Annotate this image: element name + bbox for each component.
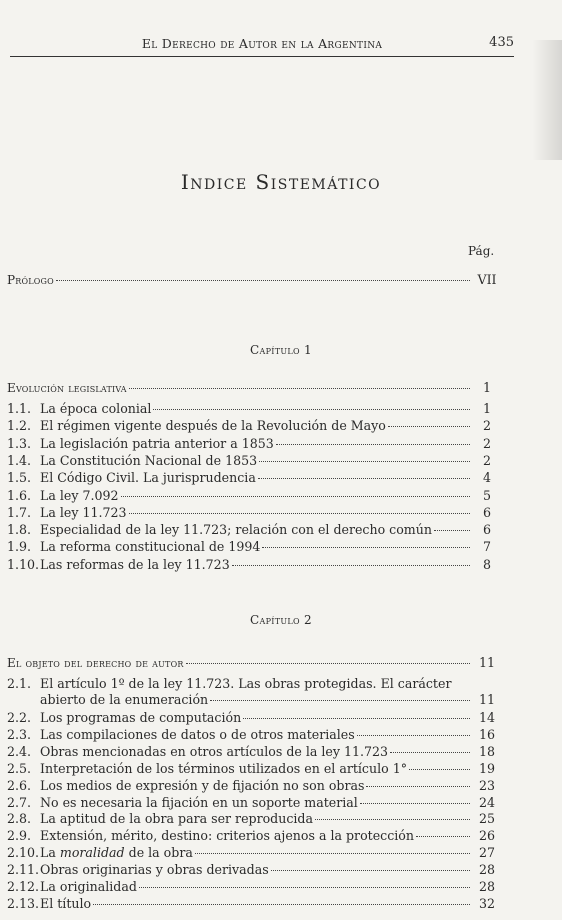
toc-entry[interactable] <box>7 879 500 894</box>
toc-entry-number: 2.10. <box>7 845 40 860</box>
toc-entry-label: El objeto del derecho de autor <box>7 656 184 670</box>
toc-entry-text: El título <box>40 896 92 911</box>
dot-leader <box>416 835 470 837</box>
dot-leader <box>271 869 470 871</box>
toc-entry-page: 28 <box>478 862 496 877</box>
dot-leader <box>56 279 470 281</box>
running-title: El Derecho de Autor en la Argentina <box>141 36 383 51</box>
toc-entry-page: VII <box>477 272 497 287</box>
toc-entry-2-10[interactable] <box>7 845 500 860</box>
toc-entry-page: 2 <box>482 435 491 451</box>
toc-entry-text: La ley 11.723 <box>40 504 127 520</box>
toc-entry-prologue[interactable] <box>7 272 500 288</box>
toc-entry-number: 1.5. <box>7 470 32 486</box>
toc-entry-page: 1 <box>482 380 491 395</box>
emphasized-word: moralidad <box>59 845 125 860</box>
toc-entry-text: abierto de la enumeración <box>40 692 209 707</box>
dot-leader <box>388 425 470 427</box>
dot-leader <box>315 818 470 820</box>
dot-leader <box>390 751 470 753</box>
toc-entry-text: El artículo 1º de la ley 11.723. Las obras protegidas. El carácter <box>40 676 452 691</box>
toc-entry-text: La legislación patria anterior a 1853 <box>40 435 274 451</box>
toc-entry-text: Obras originarias y obras derivadas <box>40 862 269 877</box>
dot-leader <box>121 495 470 497</box>
toc-entry-number: 1.9. <box>7 539 32 555</box>
toc-entry-text: Las compilaciones de datos o de otros materiales <box>40 726 355 742</box>
toc-entry[interactable] <box>7 828 500 843</box>
toc-entry-page: 24 <box>478 794 496 810</box>
toc-entry-text: Interpretación de los términos utilizados en el artículo 1° <box>40 760 408 776</box>
dot-leader <box>139 886 470 888</box>
toc-entry-number: 1.6. <box>7 487 32 503</box>
toc-entry[interactable] <box>7 710 500 725</box>
toc-entry[interactable] <box>7 811 500 826</box>
toc-entry[interactable] <box>7 488 500 503</box>
toc-entry-page: 5 <box>482 487 491 503</box>
toc-entry[interactable] <box>7 453 500 468</box>
dot-leader <box>243 717 470 719</box>
toc-entry-label: Evolución legislativa <box>7 381 127 395</box>
toc-entry[interactable] <box>7 761 500 776</box>
page-header <box>10 34 514 57</box>
toc-section-chapter1[interactable] <box>7 380 500 396</box>
toc-entry-page: 27 <box>478 845 496 860</box>
toc-entry-text: Las reformas de la ley 11.723 <box>40 556 230 572</box>
toc-entry-text: La moralidad de la obra <box>40 845 193 860</box>
toc-entry-number: 1.2. <box>7 418 32 434</box>
toc-entry-number: 2.8. <box>7 811 32 827</box>
toc-entry-text: Los medios de expresión y de fijación no son obras <box>40 777 365 793</box>
toc-entry-page: 2 <box>482 452 491 468</box>
toc-entry-number: 1.3. <box>7 435 32 451</box>
toc-entry-number: 1.10. <box>7 556 40 572</box>
page-number: 435 <box>489 35 514 50</box>
toc-entry-page: 26 <box>478 828 496 844</box>
toc-entry-page: 18 <box>478 743 496 759</box>
toc-entry-page: 11 <box>478 692 496 707</box>
toc-entry-text: Especialidad de la ley 11.723; relación con el derecho común <box>40 522 432 538</box>
toc-entry-page: 28 <box>478 879 496 894</box>
toc-entry-text: El Código Civil. La jurisprudencia <box>40 470 256 486</box>
toc-entry-page: 11 <box>478 655 496 670</box>
toc-entry[interactable] <box>7 727 500 742</box>
toc-entry-text: El régimen vigente después de la Revolución de Mayo <box>40 418 386 434</box>
toc-entry[interactable] <box>7 795 500 810</box>
toc-entry-page: 6 <box>482 522 491 538</box>
toc-entry-number: 2.13. <box>7 896 40 911</box>
toc-entry-text: Extensión, mérito, destino: criterios ajenos a la protección <box>40 828 414 844</box>
page-edge-shadow <box>532 40 562 160</box>
toc-entry-number: 2.9. <box>7 828 32 844</box>
toc-entry-page: 6 <box>482 504 491 520</box>
toc-entry[interactable] <box>7 778 500 793</box>
dot-leader <box>129 512 470 514</box>
dot-leader <box>210 699 470 701</box>
toc-entry-number: 2.5. <box>7 760 32 776</box>
toc-entry-text: La reforma constitucional de 1994 <box>40 539 261 555</box>
toc-entry[interactable] <box>7 401 500 416</box>
toc-entry[interactable] <box>7 418 500 433</box>
toc-entry-page: 25 <box>478 811 496 827</box>
toc-entry-text: La época colonial <box>40 401 152 416</box>
toc-entry-text: La Constitución Nacional de 1853 <box>40 452 258 468</box>
toc-entry[interactable] <box>7 505 500 520</box>
dot-leader <box>276 443 470 445</box>
toc-entry-page: 1 <box>482 401 491 416</box>
toc-entry-number: 2.2. <box>7 710 32 725</box>
dot-leader <box>195 852 470 854</box>
toc-entry-page: 19 <box>478 760 496 776</box>
dot-leader <box>366 785 470 787</box>
toc-entry-number: 2.3. <box>7 726 32 742</box>
toc-entry-page: 14 <box>478 710 496 725</box>
toc-entry[interactable] <box>7 862 500 877</box>
toc-entry-2-1-line1[interactable] <box>7 676 500 691</box>
toc-entry[interactable] <box>7 539 500 554</box>
toc-entry-text: La ley 7.092 <box>40 487 119 503</box>
toc-entry[interactable] <box>7 470 500 485</box>
toc-entry-number: 1.4. <box>7 452 32 468</box>
dot-leader <box>262 546 470 548</box>
toc-entry-number: 2.11. <box>7 862 40 877</box>
toc-entry-number: 2.1. <box>7 676 32 691</box>
dot-leader <box>232 564 470 566</box>
dot-leader <box>129 387 470 389</box>
toc-entry-number: 1.8. <box>7 522 32 538</box>
dot-leader <box>153 408 470 410</box>
toc-entry-label: Prólogo <box>7 273 54 287</box>
toc-entry[interactable] <box>7 744 500 759</box>
toc-entry[interactable] <box>7 522 500 537</box>
toc-entry-number: 2.12. <box>7 879 40 894</box>
toc-entry-page: 7 <box>482 539 491 555</box>
index-title: Indice Sistemático <box>180 170 382 194</box>
toc-entry-page: 4 <box>482 470 491 486</box>
dot-leader <box>93 903 470 905</box>
dot-leader <box>357 734 470 736</box>
chapter-heading-1: Capítulo 1 <box>250 343 312 357</box>
toc-entry[interactable] <box>7 436 500 451</box>
toc-entry-page: 8 <box>482 556 491 572</box>
dot-leader <box>186 662 470 664</box>
dot-leader <box>360 802 470 804</box>
dot-leader <box>259 460 470 462</box>
toc-entry-number: 1.1. <box>7 401 32 416</box>
toc-entry-text: La aptitud de la obra para ser reproducida <box>40 811 314 827</box>
dot-leader <box>258 477 470 479</box>
toc-entry-2-1-line2[interactable] <box>7 692 500 707</box>
toc-entry-number: 1.7. <box>7 504 32 520</box>
toc-entry-text: Obras mencionadas en otros artículos de la ley 11.723 <box>40 743 389 759</box>
dot-leader <box>434 529 470 531</box>
toc-entry[interactable] <box>7 896 500 911</box>
toc-entry-text: No es necesaria la fijación en un soporte material <box>40 794 358 810</box>
toc-entry-page: 23 <box>478 777 496 793</box>
dot-leader <box>409 768 470 770</box>
toc-entry-number: 2.6. <box>7 777 32 793</box>
toc-entry-text: Los programas de computación <box>40 710 242 725</box>
toc-entry-number: 2.7. <box>7 794 32 810</box>
toc-entry-page: 32 <box>478 896 496 911</box>
toc-section-chapter2[interactable] <box>7 655 500 671</box>
page-column-label: Pág. <box>468 244 495 258</box>
chapter-heading-2: Capítulo 2 <box>250 613 312 627</box>
toc-entry-text: La originalidad <box>40 879 137 894</box>
toc-entry-page: 16 <box>478 726 496 742</box>
toc-entry[interactable] <box>7 557 500 572</box>
toc-entry-page: 2 <box>482 418 491 434</box>
toc-entry-number: 2.4. <box>7 743 32 759</box>
